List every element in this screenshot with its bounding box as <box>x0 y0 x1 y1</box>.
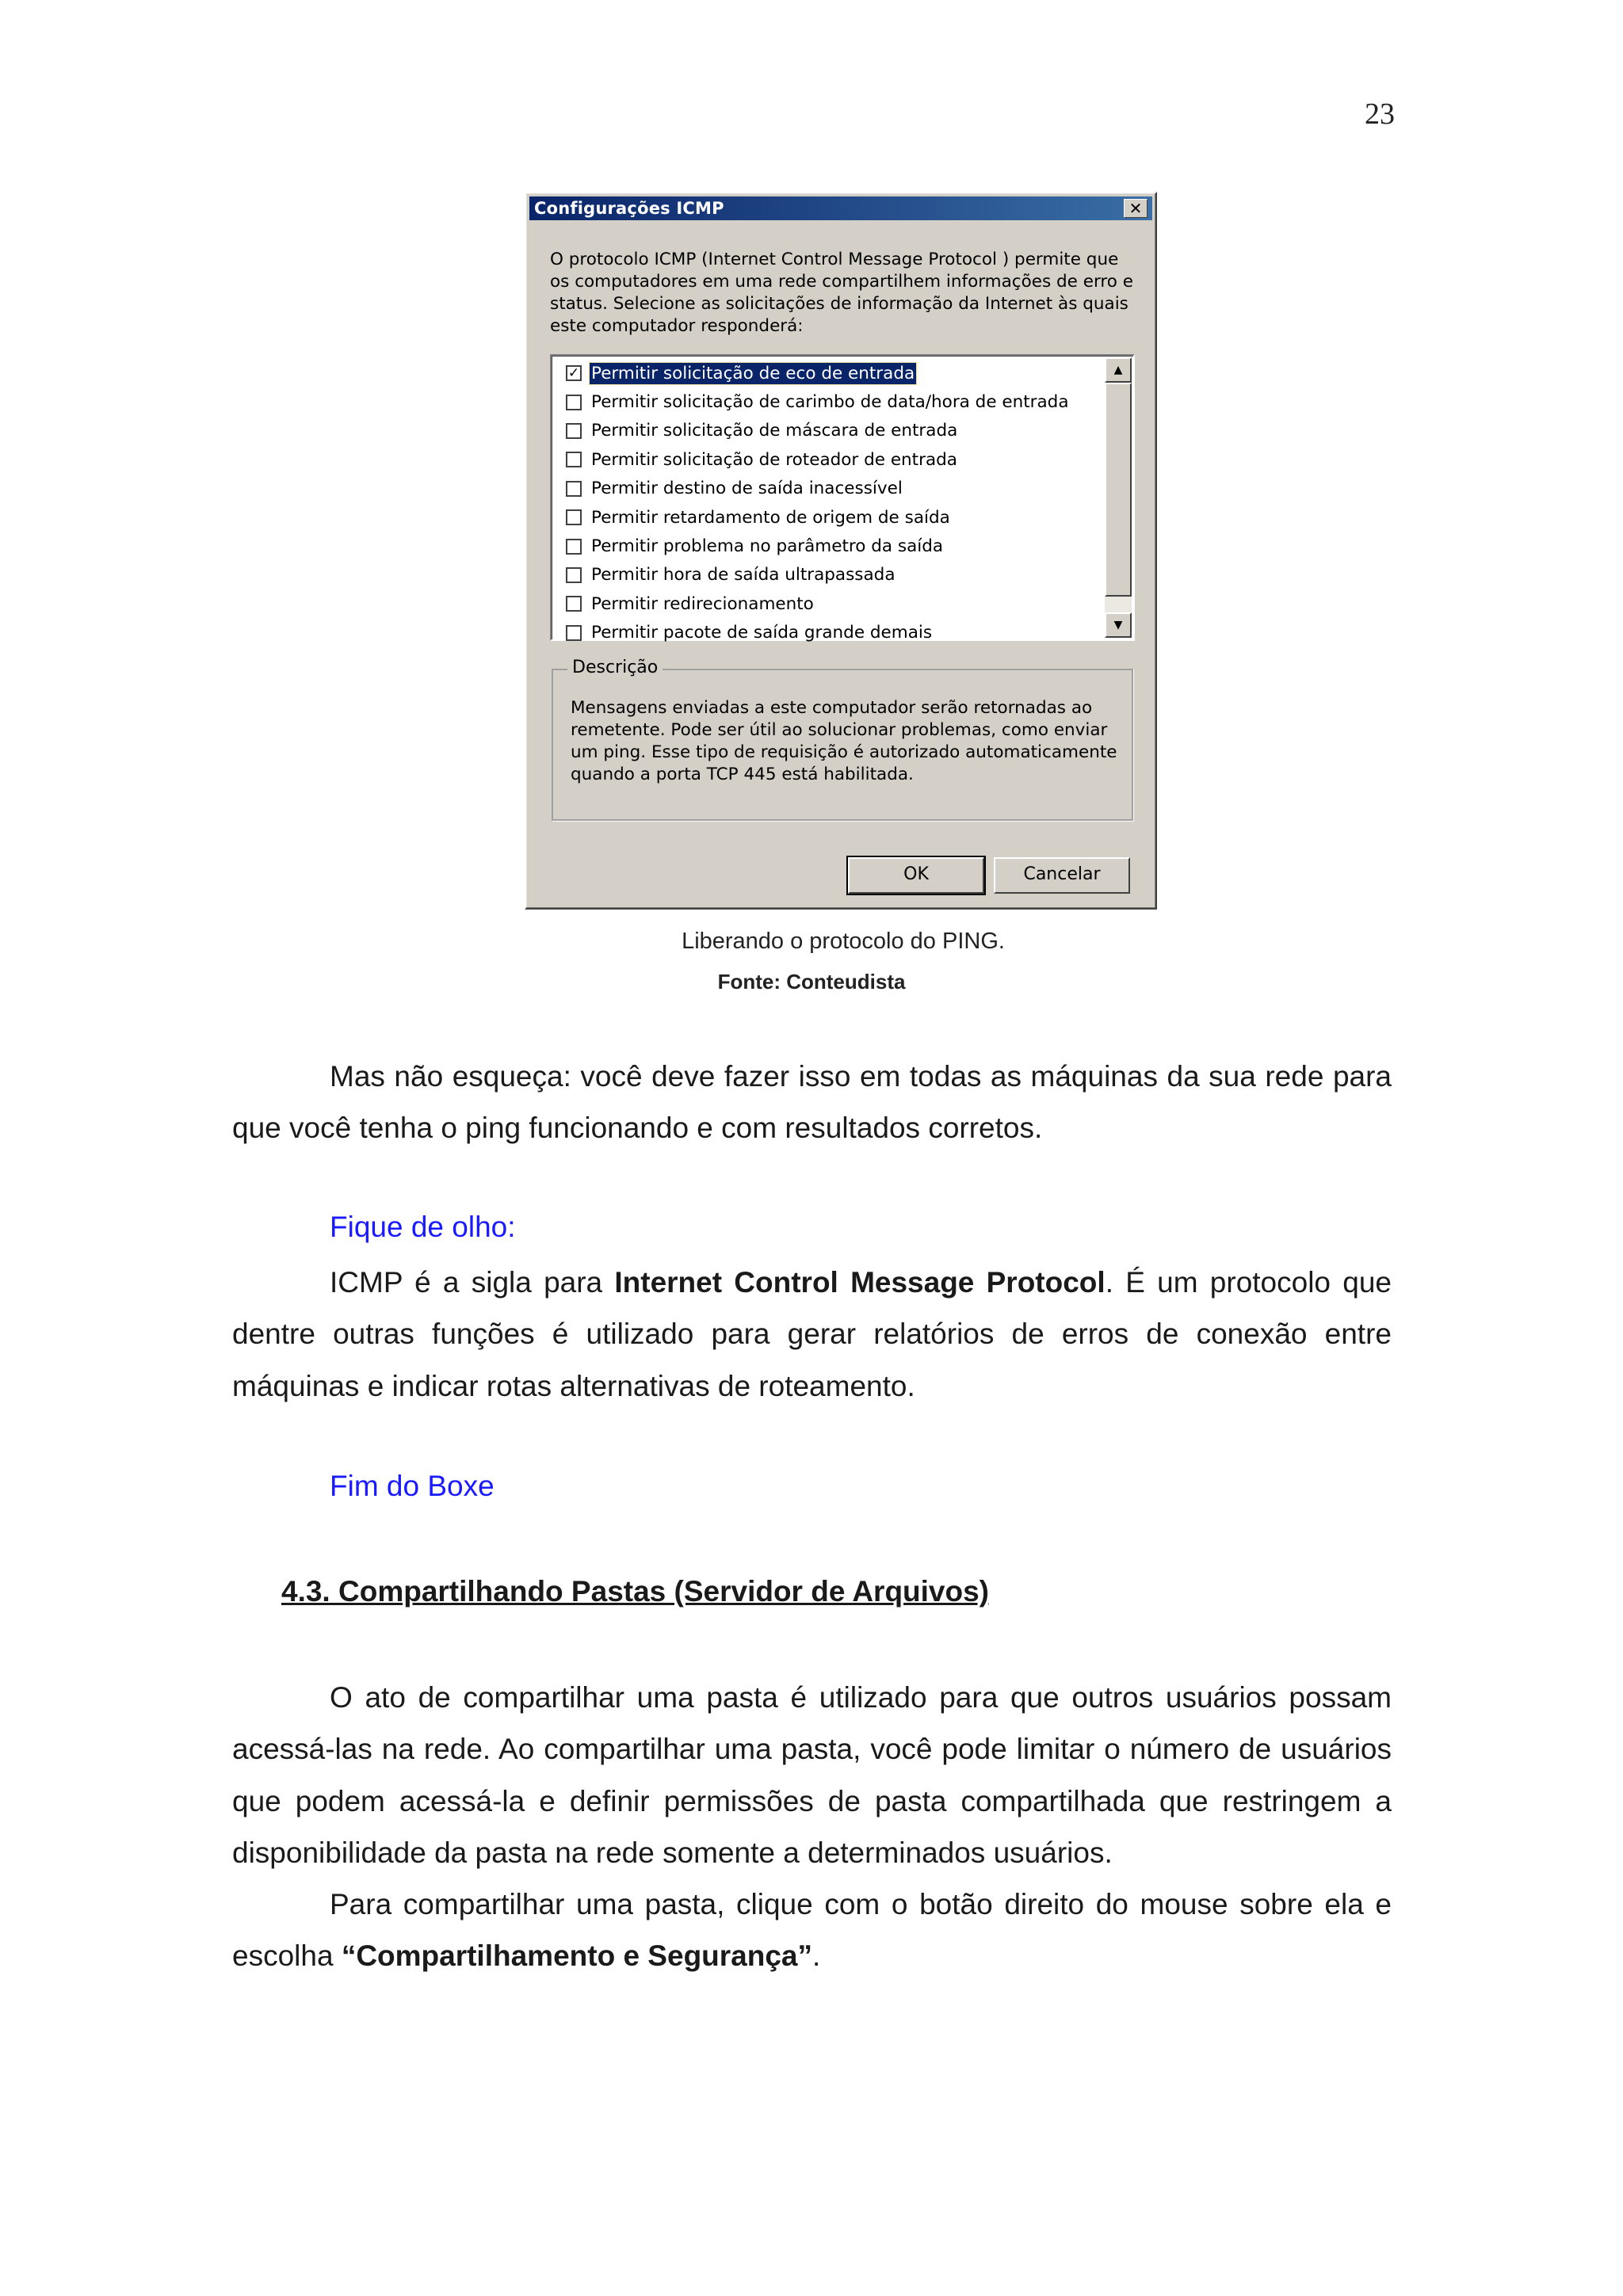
dialog-titlebar <box>529 196 1152 220</box>
scroll-up-button[interactable] <box>1105 357 1132 383</box>
icmp-option-item[interactable] <box>555 532 1100 560</box>
paragraph-share-instructions <box>232 1878 1392 1982</box>
paragraph-reminder: Mas não esqueça: você deve fazer isso em todas as máquinas da sua rede para que você tenha o ping funcionando e com resultados corretos. <box>232 1060 1392 1145</box>
figure-caption: Liberando o protocolo do PING. <box>682 929 1005 954</box>
icmp-full-name: Internet Control Message Protocol <box>614 1266 1106 1299</box>
option-label: Permitir problema no parâmetro da saída <box>591 536 944 557</box>
checkbox[interactable] <box>566 509 582 525</box>
icmp-option-item[interactable] <box>555 445 1100 474</box>
box-end-label: Fim do Boxe <box>330 1470 495 1502</box>
icmp-option-item[interactable] <box>555 589 1100 618</box>
icmp-option-item[interactable] <box>555 619 1100 647</box>
option-label: Permitir solicitação de carimbo de data/hora de entrada <box>591 392 1069 413</box>
checkbox[interactable] <box>566 625 582 641</box>
arrow-up-icon: ▲ <box>1113 364 1123 376</box>
list-scrollbar[interactable] <box>1105 357 1132 638</box>
paragraph-icmp <box>232 1257 1392 1412</box>
option-label: Permitir pacote de saída grande demais <box>591 623 933 643</box>
figure-source: Fonte: Conteudista <box>717 970 906 994</box>
checkbox[interactable] <box>566 395 582 410</box>
icmp-option-item[interactable] <box>555 475 1100 503</box>
share-text-end: . <box>812 1939 821 1973</box>
option-label: Permitir solicitação de roteador de entrada <box>591 449 957 470</box>
checkbox[interactable] <box>566 567 582 583</box>
ok-button[interactable]: OK <box>848 857 984 894</box>
checkbox[interactable] <box>566 539 582 555</box>
icmp-option-item[interactable] <box>555 417 1100 445</box>
icmp-option-item[interactable] <box>555 387 1100 416</box>
cancel-button[interactable]: Cancelar <box>994 857 1130 894</box>
icmp-option-item[interactable] <box>555 503 1100 532</box>
option-label: Permitir solicitação de máscara de entrada <box>591 421 958 441</box>
page-number: 23 <box>1365 97 1395 131</box>
icmp-option-item[interactable] <box>555 359 1100 387</box>
share-text-start: Para compartilhar uma pasta, clique com o botão direito do mouse sobre ela e escolha <box>232 1888 1392 1973</box>
section-heading: 4.3. Compartilhando Pastas (Servidor de Arquivos) <box>281 1575 990 1608</box>
share-menu-name: “Compartilhamento e Segurança” <box>341 1939 812 1973</box>
list-items <box>555 359 1100 647</box>
icmp-options-list[interactable] <box>550 354 1135 641</box>
icmp-text-start: ICMP é a sigla para <box>330 1266 615 1299</box>
option-label: Permitir hora de saída ultrapassada <box>591 565 896 585</box>
icmp-settings-dialog <box>525 192 1157 910</box>
paragraph-share-folder: O ato de compartilhar uma pasta é utilizado para que outros usuários possam acessá-las na rede. Ao compartilhar uma pasta, você pode limitar o número de usuários que podem acessá-la e definir permissões de pasta compartilhada que restringem a disponibilidade da pasta na rede somente a determinados usuários. <box>232 1681 1392 1869</box>
checkbox[interactable] <box>566 452 582 467</box>
checkbox[interactable]: ✓ <box>566 365 582 381</box>
close-button[interactable] <box>1124 199 1148 218</box>
checkbox[interactable] <box>566 481 582 497</box>
description-text: Mensagens enviadas a este computador serão retornadas ao remetente. Pode ser útil ao solucionar problemas, como enviar um ping. Esse tipo de requisição é autorizado automaticamente quando a porta TCP 445 está habilitada. <box>571 698 1117 784</box>
box-start-label: Fique de olho: <box>330 1211 516 1243</box>
close-icon: ✕ <box>1128 199 1143 218</box>
scroll-thumb[interactable] <box>1105 383 1132 597</box>
checkbox[interactable] <box>566 596 582 612</box>
description-title: Descrição <box>567 658 663 677</box>
option-label: Permitir redirecionamento <box>591 593 814 614</box>
arrow-down-icon: ▼ <box>1113 619 1123 631</box>
option-label: Permitir solicitação de eco de entrada <box>591 363 915 383</box>
scroll-down-button[interactable] <box>1105 612 1132 638</box>
icmp-option-item[interactable] <box>555 561 1100 589</box>
dialog-intro-text: O protocolo ICMP (Internet Control Message Protocol ) permite que os computadores em uma rede compartilhem informações de erro e status. Selecione as solicitações de informação da Internet às quais este computador responderá: <box>550 250 1134 336</box>
option-label: Permitir destino de saída inacessível <box>591 479 903 499</box>
checkbox[interactable] <box>566 423 582 439</box>
option-label: Permitir retardamento de origem de saída <box>591 507 950 528</box>
icmp-text-end: . É um protocolo que dentre outras funções é utilizado para gerar relatórios de erros de conexão entre máquinas e indicar rotas alternativas de roteamento. <box>232 1266 1392 1402</box>
dialog-title: Configurações ICMP <box>534 199 724 218</box>
description-group <box>552 658 1133 821</box>
